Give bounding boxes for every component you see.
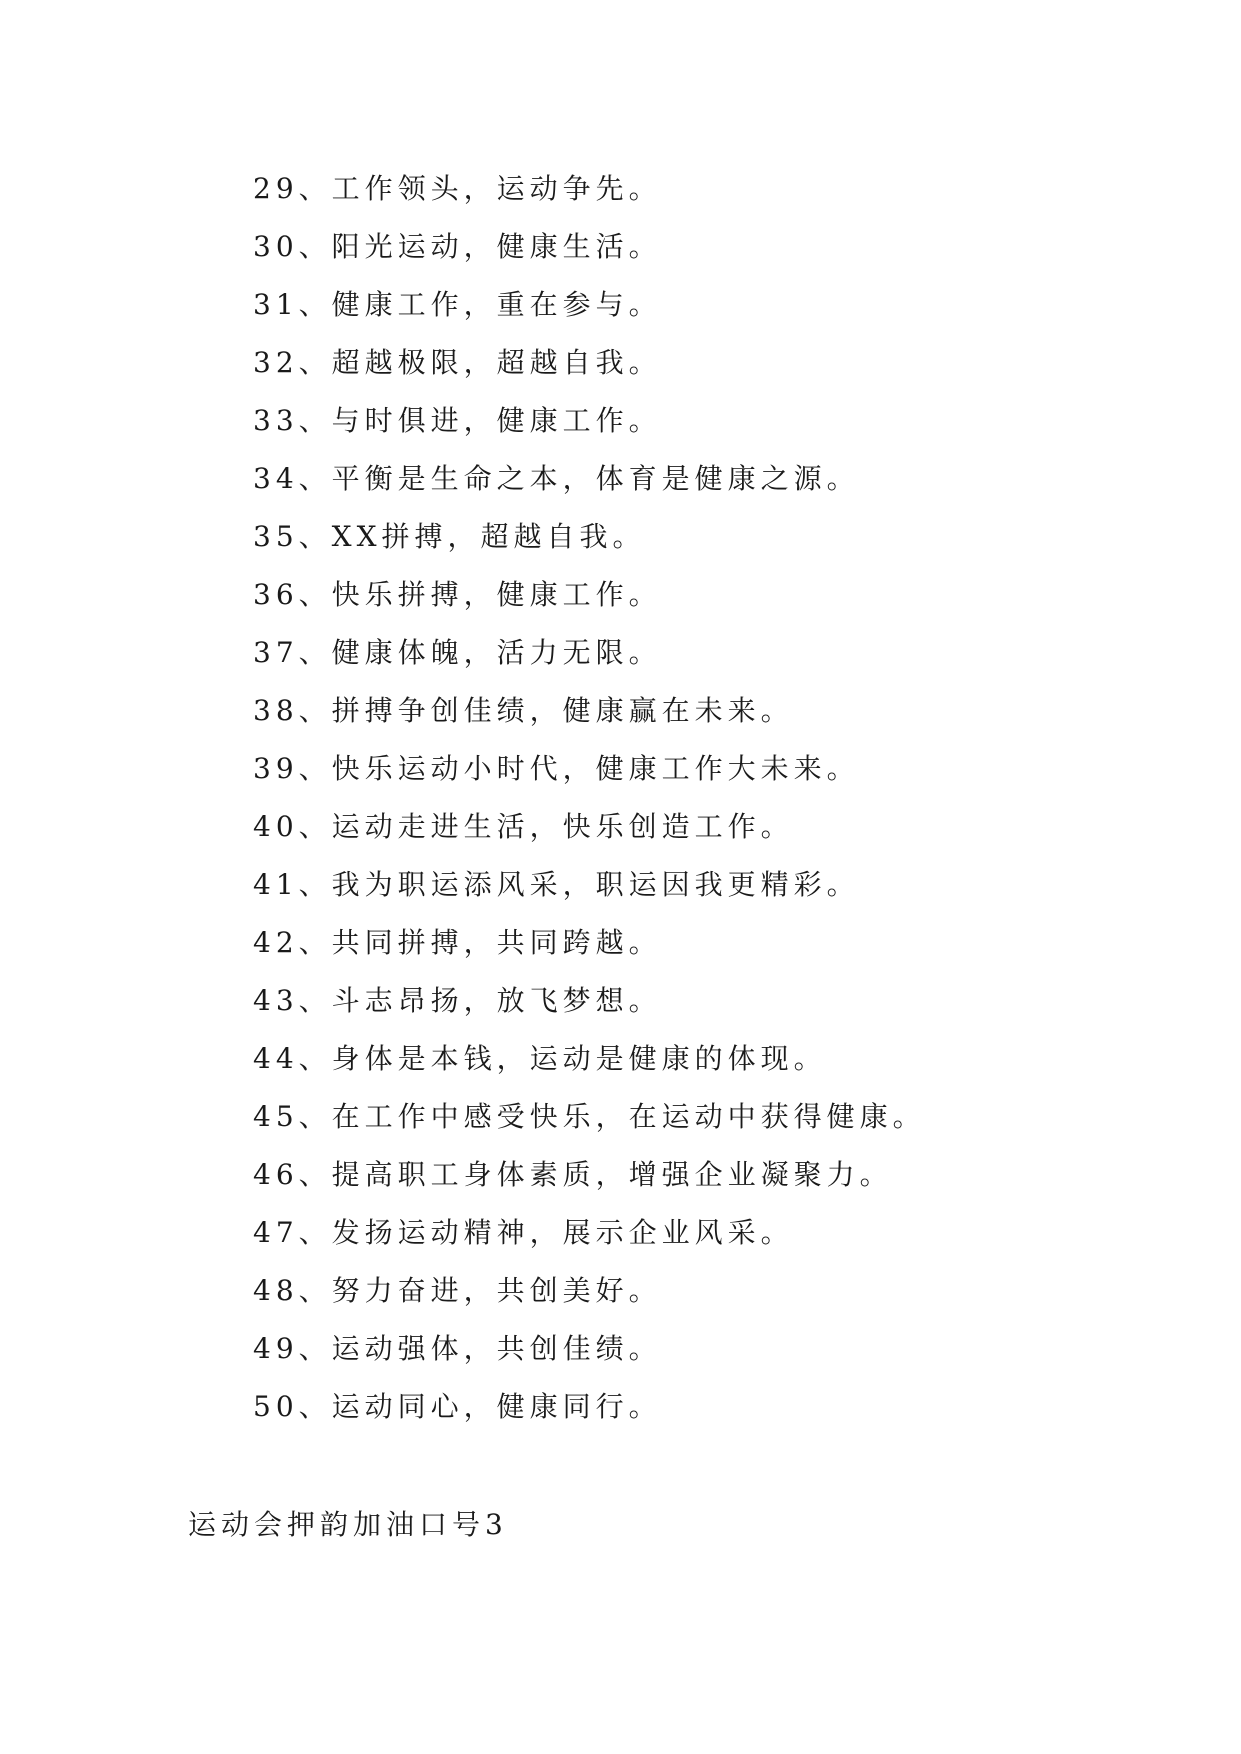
list-item: 41、我为职运添风采，职运因我更精彩。 [253, 868, 860, 901]
list-item: 48、努力奋进，共创美好。 [253, 1274, 662, 1307]
slogan-list [253, 160, 1153, 1436]
list-item: 49、运动强体，共创佳绩。 [253, 1332, 662, 1365]
list-item: 36、快乐拼搏，健康工作。 [253, 578, 662, 611]
list-item: 50、运动同心，健康同行。 [253, 1390, 662, 1423]
list-item: 39、快乐运动小时代，健康工作大未来。 [253, 752, 860, 785]
list-item: 44、身体是本钱，运动是健康的体现。 [253, 1042, 827, 1075]
list-item: 33、与时俱进，健康工作。 [253, 404, 662, 437]
list-item: 47、发扬运动精神，展示企业风采。 [253, 1216, 794, 1249]
list-item: 46、提高职工身体素质，增强企业凝聚力。 [253, 1158, 893, 1191]
list-item: 32、超越极限，超越自我。 [253, 346, 662, 379]
section-heading: 运动会押韵加油口号3 [188, 1508, 508, 1541]
list-item: 37、健康体魄，活力无限。 [253, 636, 662, 669]
list-item: 30、阳光运动，健康生活。 [253, 230, 662, 263]
list-item: 42、共同拼搏，共同跨越。 [253, 926, 662, 959]
list-item: 40、运动走进生活，快乐创造工作。 [253, 810, 794, 843]
list-item: 45、在工作中感受快乐，在运动中获得健康。 [253, 1100, 926, 1133]
list-item: 43、斗志昂扬，放飞梦想。 [253, 984, 662, 1017]
list-item: 35、XX拼搏，超越自我。 [253, 520, 646, 553]
list-item: 29、工作领头，运动争先。 [253, 172, 662, 205]
list-item: 31、健康工作，重在参与。 [253, 288, 662, 321]
list-item: 34、平衡是生命之本，体育是健康之源。 [253, 462, 860, 495]
list-item: 38、拼搏争创佳绩，健康赢在未来。 [253, 694, 794, 727]
